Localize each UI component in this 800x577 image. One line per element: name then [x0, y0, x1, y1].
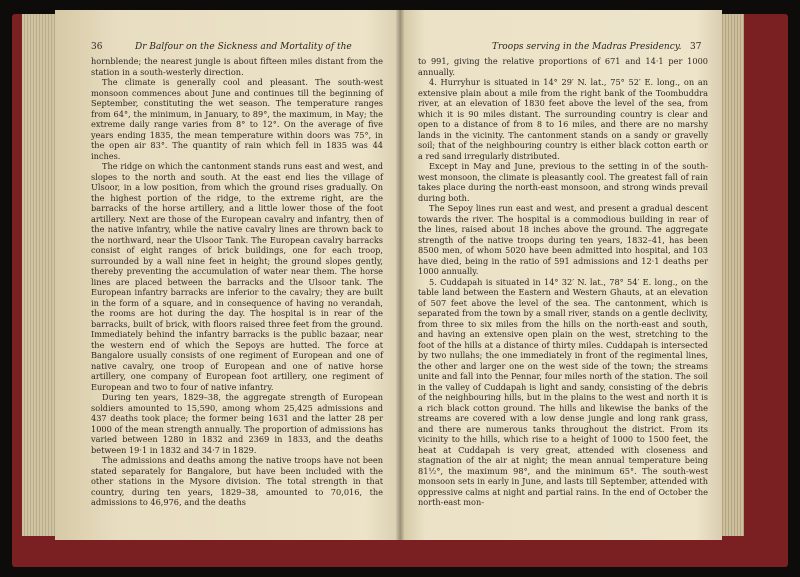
left-page [55, 10, 400, 540]
right-page-body [418, 56, 708, 508]
left-page-number: 36 [91, 42, 103, 52]
right-page [400, 10, 722, 540]
paragraph: During ten years, 1829–38, the aggregate strength of European soldiers amounted to 15,590, among whom 25,425 admissions and 437 deaths took place; the former being 1631 and the latter 28 per 1000 of the mean strength annually. The proportion of admissions has varied between 1280 in 1832 and 2369 in 1833, and the deaths between 19·1 in 1832 and 34·7 in 1829. [91, 392, 383, 455]
paragraph: The ridge on which the cantonment stands runs east and west, and slopes to the north and south. At the east end lies the village of Ulsoor, in a low position, from which the ground rises gradually. On the highest portion of the ridge, to the extreme right, are the barracks of the horse artillery, and a little lower those of the foot artillery. Next are those of the European cavalry and infantry, then of the native infantry, while the native cavalry lines are thrown back to the northward, near the Ulsoor Tank. The European cavalry barracks consist of eight ranges of brick buildings, one for each troop, surrounded by a wall nine feet in height; the ground slopes gently, thereby preventing the accumulation of water near them. The horse lines are placed between the barracks and the Ulsoor tank. The European infantry barracks are inferior to the cavalry; they are built in the form of a square, and in consequence of having no verandah, the rooms are hot during the day. The hospital is in rear of the barracks, built of brick, with floors raised three feet from the ground. Immediately behind the infantry barracks is the public bazaar, near the western end of which the Sepoys are hutted. The force at Bangalore usually consists of one regiment of European and one of native cavalry, one troop of European and one of native horse artillery, one company of European foot artillery, one regiment of European and two to four of native infantry. [91, 161, 383, 392]
right-running-head: Troops serving in the Madras Presidency. [492, 42, 682, 52]
paragraph: 5. Cuddapah is situated in 14° 32′ N. lat., 78° 54′ E. long., on the table land between the Eastern and Western Ghauts, at an elevation of 507 feet above the level of the sea. The cantonment, which is separated from the town by a small river, stands on a gentle declivity, from three to six miles from the hills on the north-east and south, and having an extensive open plain on the west, stretching to the foot of the hills at a distance of thirty miles. Cuddapah is intersected by two nullahs; the one immediately in front of the regimental lines, the other and larger one on the west side of the town; the streams unite and fall into the Pennar, four miles north of the station. The soil in the valley of Cuddapah is light and sandy, consisting of the debris of the neighbouring hills, but in the plains to the west and north it is a rich black cotton ground. The hills and likewise the banks of the streams are covered with a low dense jungle and long rank grass, and there are numerous tanks throughout the district. From its vicinity to the hills, which rise to a height of 1000 to 1500 feet, the heat at Cuddapah is very great, attended with closeness and stagnation of the air at night; the mean annual temperature being 81½°, the maximum 98°, and the minimum 65°. The south-west monsoon sets in early in June, and lasts till September, attended with oppressive calms at night and partial rains. In the end of October the north-east mon- [418, 276, 708, 507]
paragraph: to 991, giving the relative proportions of 671 and 14·1 per 1000 annually. [418, 56, 708, 77]
right-page-number: 37 [690, 42, 702, 52]
paragraph: The Sepoy lines run east and west, and present a gradual descent towards the river. The hospital is a commodious building in rear of the lines, raised about 18 inches above the ground. The aggregate strength of the native troops during ten years, 1832–41, has been 8500 men, of whom 5020 have been admitted into hospital, and 103 have died, being in the ratio of 591 admissions and 12·1 deaths per 1000 annually. [418, 203, 708, 276]
book-gutter [396, 10, 404, 540]
paragraph: hornblende; the nearest jungle is about fifteen miles distant from the station in a south-westerly direction. [91, 56, 383, 77]
page-edges-right [720, 14, 744, 536]
paragraph: 4. Hurryhur is situated in 14° 29′ N. lat., 75° 52′ E. long., on an extensive plain about a mile from the right bank of the Toombuddra river, at an elevation of 1830 feet above the level of the sea, from which it is 90 miles distant. The surrounding country is clear and open to a distance of from 8 to 16 miles, and there are no marshy lands in the vicinity. The cantonment stands on a sandy or gravelly soil; that of the neighbouring country is either black cotton earth or a red sand irregularly distributed. [418, 77, 708, 161]
paragraph: Except in May and June, previous to the setting in of the south-west monsoon, the climate is pleasantly cool. The greatest fall of rain takes place during the north-east monsoon, and strong winds prevail during both. [418, 161, 708, 203]
left-running-head: Dr Balfour on the Sickness and Mortality of the [135, 42, 352, 52]
paragraph: The admissions and deaths among the native troops have not been stated separately for Bangalore, but have been included with the other stations in the Mysore division. The total strength in that country, during ten years, 1829–38, amounted to 70,016, the admissions to 46,976, and the deaths [91, 455, 383, 507]
page-edges-left [22, 14, 58, 536]
left-page-body [91, 56, 383, 508]
paragraph: The climate is generally cool and pleasant. The south-west monsoon commences about June and continues till the beginning of September, constituting the wet season. The temperature ranges from 64°, the minimum, in January, to 89°, the maximum, in May; the extreme daily range varies from 8° to 12°. On the average of five years ending 1835, the mean temperature within doors was 75°, in the open air 83°. The quantity of rain which fell in 1835 was 44 inches. [91, 77, 383, 161]
